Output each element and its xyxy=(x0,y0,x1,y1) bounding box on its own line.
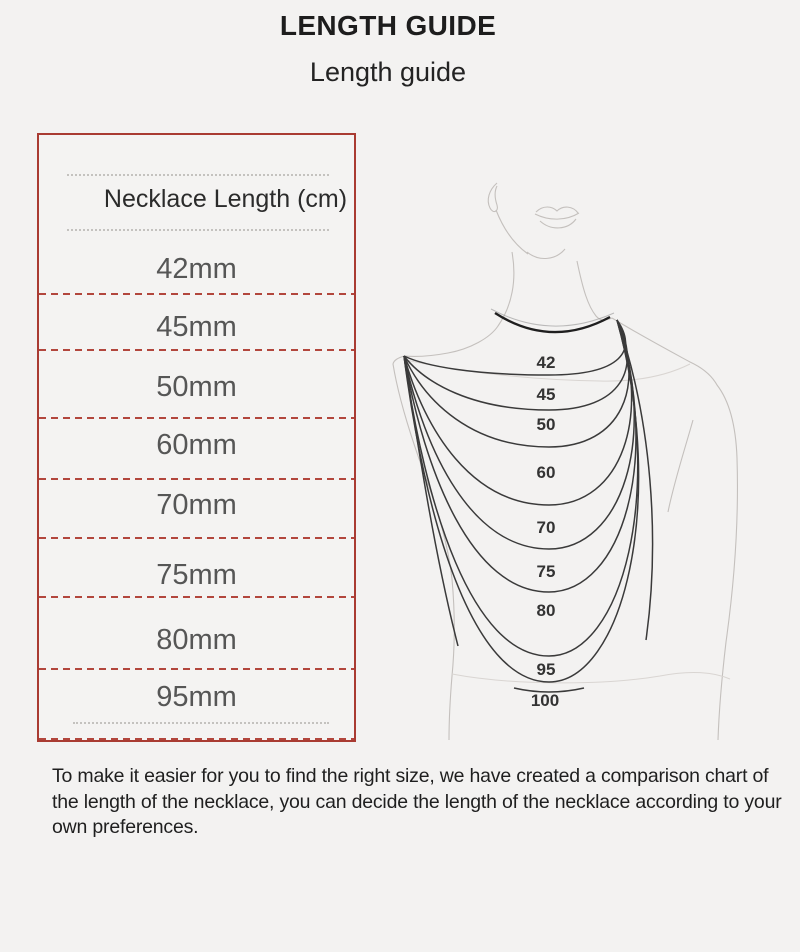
table-row-80mm: 80mm xyxy=(156,624,237,656)
table-row-70mm: 70mm xyxy=(156,489,237,521)
row-separator xyxy=(39,668,354,670)
necklace-label-80: 80 xyxy=(536,601,556,620)
table-row-95mm: 95mm xyxy=(156,681,237,713)
necklace-curve-42 xyxy=(404,320,626,375)
table-header: Necklace Length (cm) xyxy=(103,185,348,213)
necklace-label-70: 70 xyxy=(536,518,556,537)
description-line: To make it easier for you to find the right size, we have created a comparison chart of xyxy=(52,765,769,787)
row-separator xyxy=(39,478,354,480)
necklace-diagram-svg xyxy=(370,118,790,762)
title-block xyxy=(0,0,776,88)
row-separator xyxy=(39,349,354,351)
necklace-curve-80 xyxy=(404,320,638,656)
necklace-curve-45 xyxy=(404,320,627,410)
figure-sketch xyxy=(393,183,737,740)
necklace-label-100: 100 xyxy=(530,691,560,710)
row-separator xyxy=(39,596,354,598)
table-row-75mm: 75mm xyxy=(156,559,237,591)
table-row-50mm: 50mm xyxy=(156,371,237,403)
necklace-label-50: 50 xyxy=(536,415,556,434)
necklace-length-table xyxy=(37,133,356,742)
page-title: LENGTH GUIDE xyxy=(279,10,497,41)
description-line: the length of the necklace, you can decide the length of the necklace according to your xyxy=(52,790,782,813)
necklace-curve-75 xyxy=(404,320,636,592)
table-row-42mm: 42mm xyxy=(156,253,237,285)
necklace-label-75: 75 xyxy=(536,562,556,581)
necklace-curve-60 xyxy=(404,320,632,505)
row-separator xyxy=(39,537,354,539)
table-row-45mm: 45mm xyxy=(156,311,237,343)
dotted-divider xyxy=(67,229,329,231)
dotted-divider xyxy=(73,722,329,724)
page-subtitle: Length guide xyxy=(309,57,467,87)
necklace-label-60: 60 xyxy=(536,463,556,482)
table-row-60mm: 60mm xyxy=(156,429,237,461)
row-separator xyxy=(39,738,354,740)
necklace-label-95: 95 xyxy=(536,660,556,679)
necklace-curve-50 xyxy=(404,320,629,447)
dotted-divider xyxy=(67,174,329,176)
necklace-label-45: 45 xyxy=(536,385,556,404)
description-line: own preferences. xyxy=(52,816,199,838)
necklace-diagram xyxy=(370,118,790,767)
necklace-curves xyxy=(404,320,653,692)
row-separator xyxy=(39,293,354,295)
description-paragraph xyxy=(52,764,782,841)
choker-curve xyxy=(495,313,610,332)
row-separator xyxy=(39,417,354,419)
necklace-label-42: 42 xyxy=(536,353,556,372)
necklace-curve-100-right xyxy=(617,320,653,640)
